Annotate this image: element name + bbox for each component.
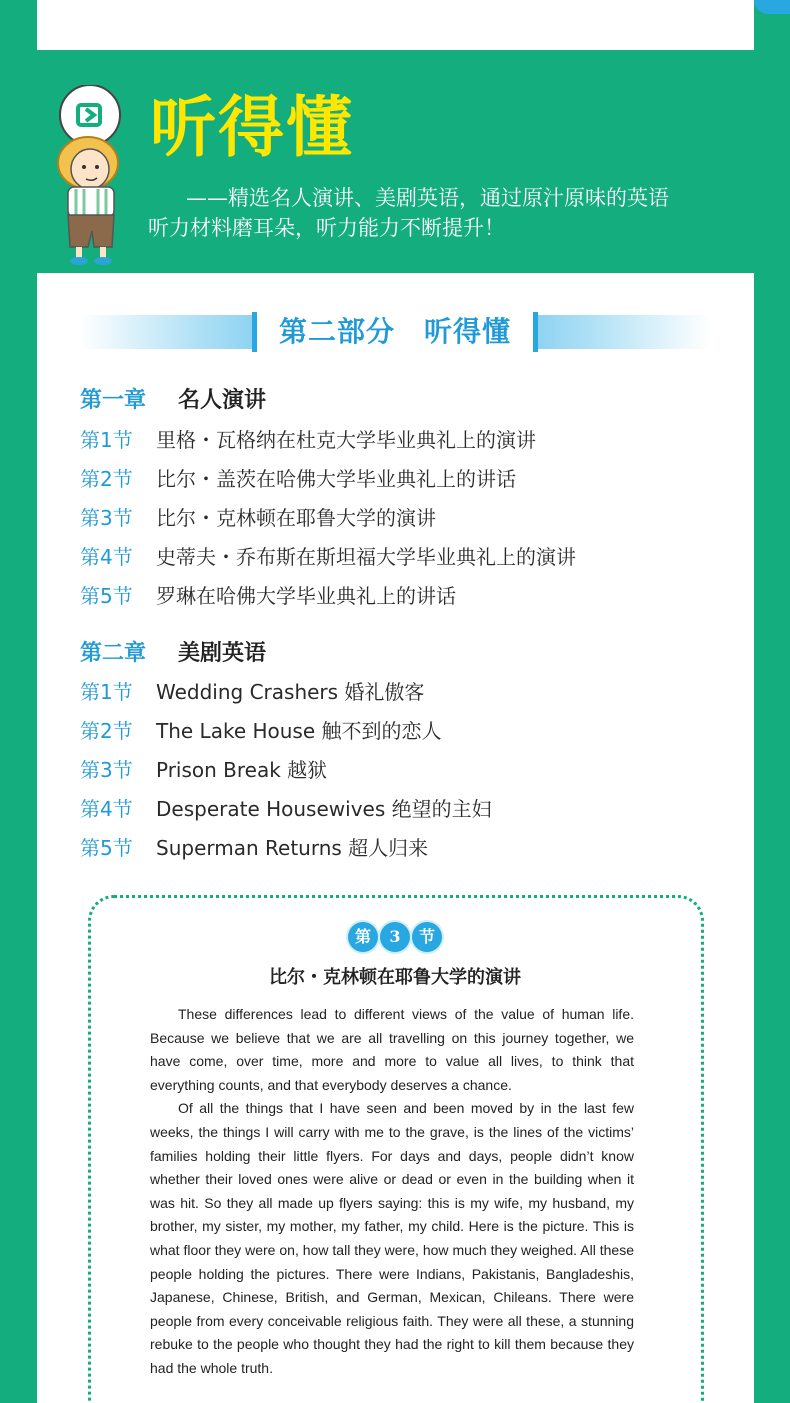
item-number: 第3节 (80, 758, 133, 782)
list-item (80, 756, 327, 784)
section-title: 第二部分 听得懂 (252, 312, 538, 352)
item-number: 第3节 (80, 506, 133, 530)
item-number: 第2节 (80, 719, 133, 743)
hero-description (148, 183, 758, 243)
hero-title: 听得懂 (150, 89, 354, 166)
item-text: 罗琳在哈佛大学毕业典礼上的讲话 (156, 584, 456, 608)
item-text: 里格・瓦格纳在杜克大学毕业典礼上的演讲 (156, 428, 536, 452)
excerpt-paragraph: Of all the things that I have seen and been moved by in the last few weeks, the things I will carry with me to the grave, is the lines of the victims’ families holding their little flyers. For days and days, people didn’t know whether their loved ones were alive or dead or even in the building when it was hit. So they all made up flyers saying: this is my wife, my husband, my brother, my sister, my mother, my father, my child. Here is the picture. This is what floor they were on, how tall they were, how much they weighed. All these people holding the pictures. There were Indians, Pakistanis, Bangladeshis, Japanese, Chinese, British, and German, Mexican, Chileans. There were people from every conceivable religious faith. They were all these, a stunning rebuke to the people who thought they had the right to kill them because they had the whole truth. (150, 1100, 634, 1376)
list-item (80, 543, 576, 571)
badge-char: 3 (380, 922, 410, 952)
item-number: 第5节 (80, 584, 133, 608)
excerpt-title: 比尔・克林顿在耶鲁大学的演讲 (269, 967, 521, 988)
chapter-heading (80, 636, 266, 667)
item-text: Desperate Housewives 绝望的主妇 (156, 797, 492, 821)
item-text: Wedding Crashers 婚礼傲客 (156, 680, 425, 704)
banner-right-gradient (538, 315, 710, 349)
list-item (80, 504, 436, 532)
list-item (80, 834, 428, 862)
chapter-heading (80, 383, 266, 414)
badge-char: 第 (348, 922, 378, 952)
item-text: 比尔・克林顿在耶鲁大学的演讲 (156, 506, 436, 530)
excerpt-paragraph: These differences lead to different views of the value of human life. Because we believe that we are all travelling on this journey together, we have come, over time, more and more to value all lives, to think that everything counts, and that everybody deserves a chance. (150, 1006, 634, 1093)
list-item (80, 678, 424, 706)
badge-char: 节 (412, 922, 442, 952)
corner-decoration (754, 0, 790, 14)
item-number: 第5节 (80, 836, 133, 860)
list-item (80, 795, 492, 823)
item-text: 史蒂夫・乔布斯在斯坦福大学毕业典礼上的演讲 (156, 545, 576, 569)
banner-left-gradient (80, 315, 252, 349)
list-item (80, 465, 516, 493)
item-text: Superman Returns 超人归来 (156, 836, 429, 860)
chapter-name: 名人演讲 (178, 388, 267, 413)
hero-description-line1: ——精选名人演讲、美剧英语，通过原汁原味的英语 (186, 186, 669, 210)
chapter-name: 美剧英语 (178, 641, 267, 666)
item-text: The Lake House 触不到的恋人 (156, 719, 442, 743)
mascot-illustration (50, 85, 135, 265)
excerpt-body (150, 1003, 634, 1381)
item-number: 第4节 (80, 545, 133, 569)
section-banner (80, 312, 710, 352)
list-item (80, 426, 536, 454)
chapter-number: 第一章 (80, 388, 147, 413)
top-card-remnant (37, 0, 754, 50)
list-item (80, 717, 442, 745)
item-text: Prison Break 越狱 (156, 758, 328, 782)
item-number: 第2节 (80, 467, 133, 491)
section-badge (0, 922, 790, 954)
item-text: 比尔・盖茨在哈佛大学毕业典礼上的讲话 (156, 467, 516, 491)
hero-description-line2: 听力材料磨耳朵，听力能力不断提升！ (148, 216, 505, 240)
list-item (80, 582, 456, 610)
chapter-number: 第二章 (80, 641, 147, 666)
item-number: 第4节 (80, 797, 133, 821)
item-number: 第1节 (80, 680, 133, 704)
item-number: 第1节 (80, 428, 133, 452)
